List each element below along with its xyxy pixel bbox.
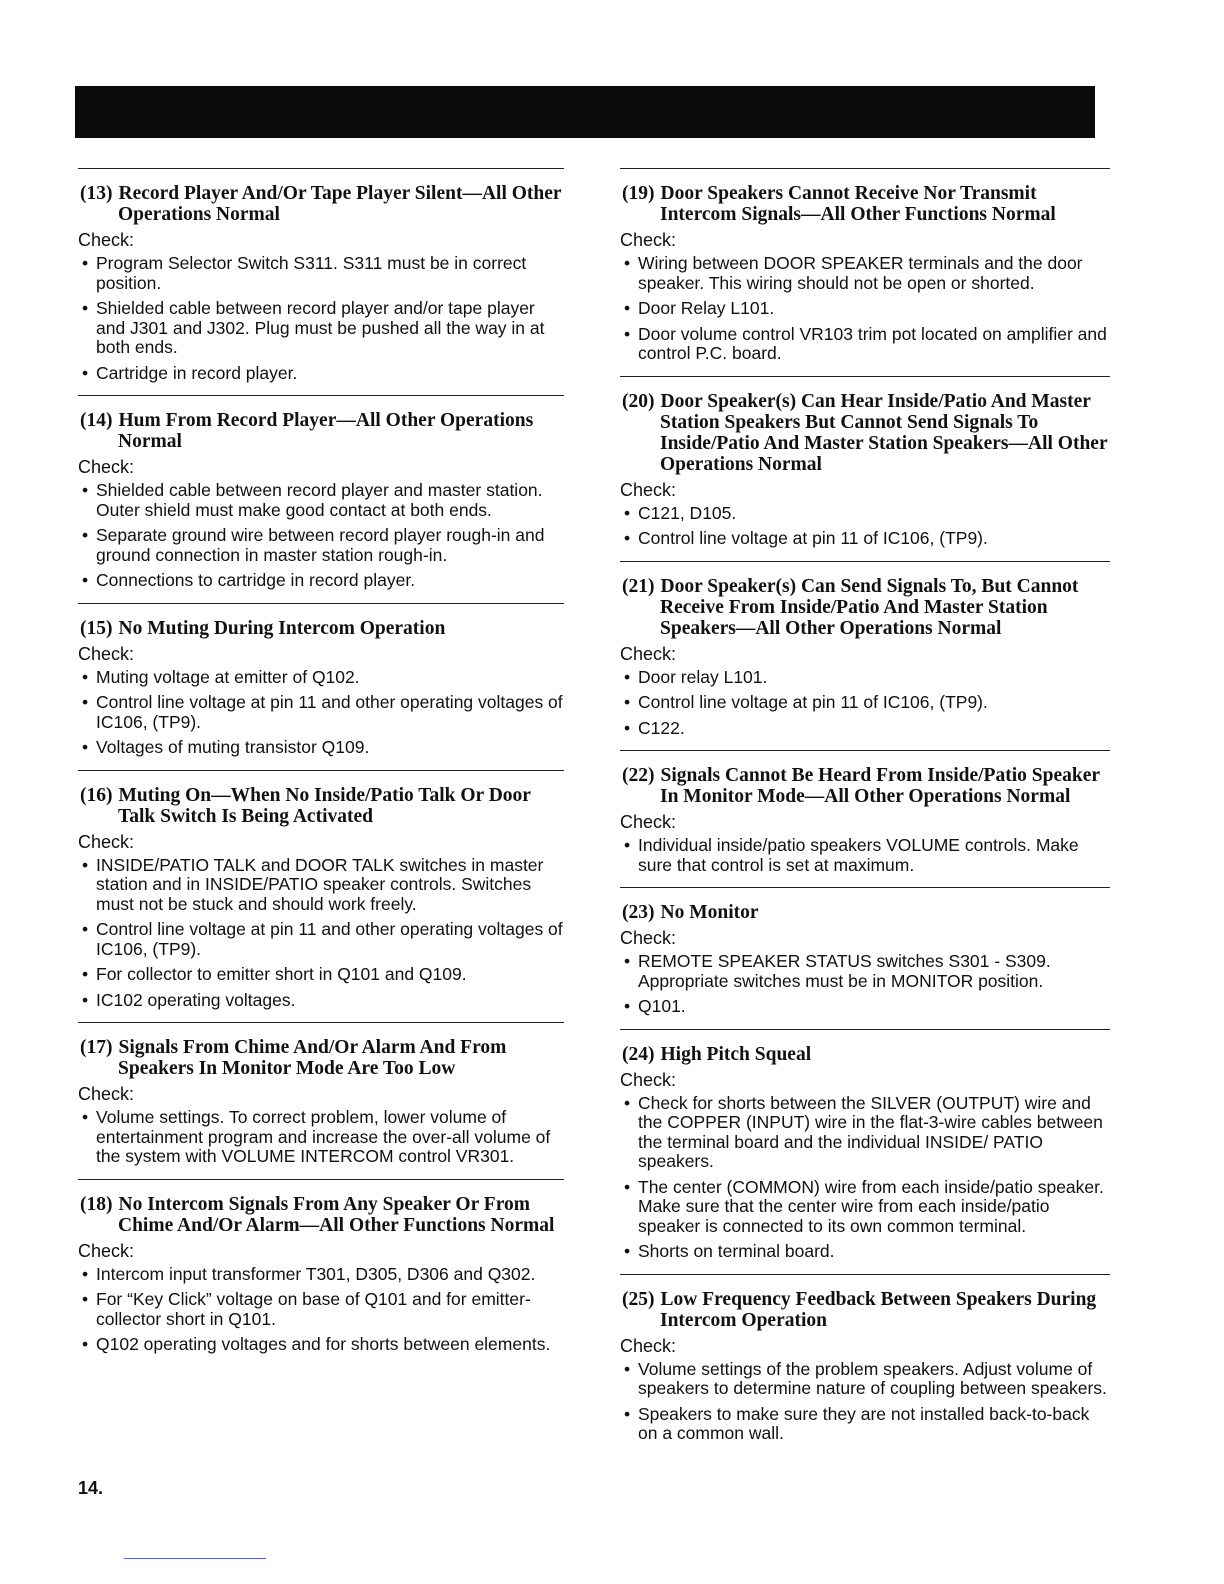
section-title bbox=[78, 1037, 564, 1079]
section-title-text: Record Player And/Or Tape Player Silent—All Other Operations Normal bbox=[118, 183, 562, 225]
check-label: Check: bbox=[620, 230, 677, 250]
section-title bbox=[620, 183, 1110, 225]
list-item-text: Check for shorts between the SILVER (OUTPUT) wire and the COPPER (INPUT) wire in the flat-3-wire cables between the terminal board and the individual INSIDE/ PATIO speakers. bbox=[638, 1092, 1103, 1171]
section-title-text: Door Speakers Cannot Receive Nor Transmit Intercom Signals—All Other Functions Normal bbox=[660, 183, 1056, 225]
check-label: Check: bbox=[78, 1084, 135, 1104]
list-item-text: Connections to cartridge in record player. bbox=[96, 570, 416, 590]
list-item bbox=[620, 254, 1110, 293]
list-item-text: INSIDE/PATIO TALK and DOOR TALK switches in master station and in INSIDE/PATIO speaker controls. Switches must not be stuck and should work freely. bbox=[96, 854, 544, 914]
list-item-text: For collector to emitter short in Q101 and Q109. bbox=[96, 964, 467, 984]
list-item bbox=[78, 1335, 564, 1355]
section-number: (16) bbox=[80, 784, 113, 806]
list-item bbox=[620, 1094, 1110, 1172]
list-item-text: Separate ground wire between record player rough-in and ground connection in master station rough-in. bbox=[96, 525, 545, 565]
list-item-text: Control line voltage at pin 11 of IC106, (TP9). bbox=[638, 528, 988, 548]
list-item-text: For “Key Click” voltage on base of Q101 and for emitter-collector short in Q101. bbox=[96, 1289, 531, 1329]
section-title bbox=[620, 391, 1110, 475]
section-number: (18) bbox=[80, 1193, 113, 1215]
section-number: (15) bbox=[80, 617, 113, 639]
bullet-icon: • bbox=[82, 919, 89, 939]
list-item bbox=[78, 254, 564, 293]
list-item-text: Shorts on terminal board. bbox=[638, 1241, 835, 1261]
list-item bbox=[620, 299, 1110, 319]
check-label: Check: bbox=[78, 1240, 135, 1261]
bullet-icon: • bbox=[82, 692, 89, 712]
bullet-icon: • bbox=[624, 951, 631, 971]
section-number: (25) bbox=[622, 1288, 655, 1310]
bullet-icon: • bbox=[624, 692, 631, 712]
bullet-icon: • bbox=[82, 480, 89, 500]
list-item bbox=[620, 693, 1110, 713]
list-item-text: Speakers to make sure they are not installed back-to-back on a common wall. bbox=[638, 1403, 1090, 1443]
bullet-icon: • bbox=[624, 502, 631, 523]
section-title-text: Signals From Chime And/Or Alarm And From Speakers In Monitor Mode Are Too Low bbox=[118, 1037, 507, 1079]
section-title bbox=[620, 1044, 1110, 1065]
section-title-text: Hum From Record Player—All Other Operations Normal bbox=[118, 410, 534, 452]
list-item bbox=[620, 1405, 1110, 1444]
check-list bbox=[620, 254, 1110, 364]
bullet-icon: • bbox=[624, 528, 631, 548]
bullet-icon: • bbox=[82, 570, 89, 590]
bottom-divider bbox=[124, 1558, 266, 1559]
section-title bbox=[78, 183, 564, 225]
check-list bbox=[78, 668, 564, 758]
check-label: Check: bbox=[78, 457, 135, 477]
list-item bbox=[620, 1178, 1110, 1237]
bullet-icon: • bbox=[624, 1403, 631, 1424]
list-item bbox=[78, 571, 564, 591]
section-title-text: Muting On—When No Inside/Patio Talk Or Door Talk Switch Is Being Activated bbox=[118, 784, 531, 827]
list-item bbox=[78, 738, 564, 758]
list-item-text: Muting voltage at emitter of Q102. bbox=[96, 666, 360, 687]
section-title-text: High Pitch Squeal bbox=[660, 1043, 812, 1065]
list-item-text: Door volume control VR103 trim pot located on amplifier and control P.C. board. bbox=[638, 323, 1107, 363]
list-item-text: Volume settings. To correct problem, lower volume of entertainment program and increase the over-all volume of the system with VOLUME INTERCOM control VR301. bbox=[96, 1107, 551, 1166]
troubleshoot-section bbox=[620, 376, 1110, 549]
check-list bbox=[620, 952, 1110, 1017]
list-item bbox=[620, 529, 1110, 549]
check-list bbox=[620, 668, 1110, 739]
section-number: (22) bbox=[622, 765, 655, 786]
list-item bbox=[78, 364, 564, 384]
check-label: Check: bbox=[620, 812, 677, 832]
bullet-icon: • bbox=[624, 1092, 631, 1113]
bullet-icon: • bbox=[82, 737, 89, 757]
troubleshoot-section bbox=[620, 1029, 1110, 1262]
page-number: 14. bbox=[78, 1478, 104, 1498]
list-item bbox=[620, 719, 1110, 739]
section-title bbox=[78, 1194, 564, 1236]
section-title-text: Door Speaker(s) Can Hear Inside/Patio And Master Station Speakers But Cannot Send Signals To Inside/Patio And Master Station Speakers—All Other Operations Normal bbox=[660, 390, 1108, 475]
troubleshoot-section bbox=[78, 1022, 564, 1167]
list-item-text: Control line voltage at pin 11 of IC106, (TP9). bbox=[638, 692, 988, 712]
list-item bbox=[78, 920, 564, 959]
list-item bbox=[620, 836, 1110, 875]
list-item-text: Q101. bbox=[638, 996, 686, 1016]
section-title-text: Door Speaker(s) Can Send Signals To, But Cannot Receive From Inside/Patio And Master Station Speakers—All Other Operations Normal bbox=[660, 575, 1079, 639]
list-item bbox=[78, 991, 564, 1011]
check-list bbox=[78, 1108, 564, 1167]
check-list bbox=[620, 1360, 1110, 1444]
list-item-text: Individual inside/patio speakers VOLUME controls. Make sure that control is set at maximum. bbox=[638, 835, 1079, 875]
section-number: (24) bbox=[622, 1043, 655, 1065]
section-title-text: No Monitor bbox=[660, 902, 759, 923]
list-item bbox=[78, 299, 564, 358]
section-title bbox=[620, 765, 1110, 807]
troubleshoot-section bbox=[620, 1274, 1110, 1444]
bullet-icon: • bbox=[82, 964, 89, 984]
bullet-icon: • bbox=[82, 253, 89, 273]
list-item-text: Door relay L101. bbox=[638, 666, 768, 687]
check-label: Check: bbox=[620, 479, 677, 500]
list-item bbox=[78, 526, 564, 565]
troubleshoot-section bbox=[620, 750, 1110, 875]
section-title-text: Signals Cannot Be Heard From Inside/Patio Speaker In Monitor Mode—All Other Operations Normal bbox=[660, 765, 1100, 807]
section-number: (13) bbox=[80, 183, 113, 204]
troubleshoot-section bbox=[78, 770, 564, 1011]
section-number: (19) bbox=[622, 183, 655, 204]
list-item-text: Control line voltage at pin 11 and other operating voltages of IC106, (TP9). bbox=[96, 919, 563, 959]
list-item bbox=[620, 325, 1110, 364]
list-item-text: Cartridge in record player. bbox=[96, 362, 298, 383]
bullet-icon: • bbox=[82, 854, 89, 875]
list-item bbox=[78, 481, 564, 520]
list-item bbox=[620, 997, 1110, 1017]
left-column bbox=[78, 168, 564, 1367]
troubleshoot-section bbox=[620, 887, 1110, 1017]
bullet-icon: • bbox=[624, 323, 631, 344]
list-item-text: IC102 operating voltages. bbox=[96, 989, 296, 1010]
list-item-text: Shielded cable between record player and/or tape player and J301 and J302. Plug must be pushed all the way in at both ends. bbox=[96, 298, 545, 357]
section-title-text: No Intercom Signals From Any Speaker Or From Chime And/Or Alarm—All Other Functions Normal bbox=[118, 1193, 555, 1236]
section-title-text: No Muting During Intercom Operation bbox=[118, 617, 446, 639]
list-item bbox=[620, 1360, 1110, 1399]
list-item-text: Intercom input transformer T301, D305, D306 and Q302. bbox=[96, 1263, 536, 1284]
bullet-icon: • bbox=[82, 1289, 89, 1309]
troubleshoot-section bbox=[78, 168, 564, 383]
bullet-icon: • bbox=[624, 835, 631, 855]
troubleshoot-section bbox=[620, 168, 1110, 364]
list-item-text: Voltages of muting transistor Q109. bbox=[96, 737, 370, 757]
check-label: Check: bbox=[78, 831, 135, 852]
list-item-text: C122. bbox=[638, 717, 685, 738]
list-item-text: Control line voltage at pin 11 and other operating voltages of IC106, (TP9). bbox=[96, 692, 563, 732]
list-item-text: Shielded cable between record player and master station. Outer shield must make good contact at both ends. bbox=[96, 480, 543, 520]
bullet-icon: • bbox=[624, 666, 631, 687]
section-title bbox=[78, 410, 564, 452]
section-title bbox=[78, 618, 564, 639]
bullet-icon: • bbox=[82, 525, 89, 545]
list-item-text: C121, D105. bbox=[638, 502, 737, 523]
list-item-text: Program Selector Switch S311. S311 must be in correct position. bbox=[96, 253, 527, 293]
bullet-icon: • bbox=[624, 298, 631, 318]
troubleshoot-section bbox=[620, 561, 1110, 739]
bullet-icon: • bbox=[82, 1107, 89, 1127]
section-number: (17) bbox=[80, 1037, 113, 1058]
check-list bbox=[78, 481, 564, 591]
troubleshoot-section bbox=[78, 1179, 564, 1355]
list-item-text: REMOTE SPEAKER STATUS switches S301 - S309. Appropriate switches must be in MONITOR position. bbox=[638, 951, 1051, 991]
list-item bbox=[78, 693, 564, 732]
list-item-text: The center (COMMON) wire from each inside/patio speaker. Make sure that the center wire from each inside/patio speaker is connected to its own common terminal. bbox=[638, 1176, 1104, 1236]
bullet-icon: • bbox=[82, 298, 89, 318]
list-item-text: Volume settings of the problem speakers. Adjust volume of speakers to determine nature of coupling between speakers. bbox=[638, 1358, 1107, 1398]
section-number: (21) bbox=[622, 575, 655, 597]
check-list bbox=[78, 856, 564, 1011]
list-item bbox=[78, 856, 564, 915]
check-label: Check: bbox=[620, 928, 677, 948]
list-item bbox=[78, 1108, 564, 1167]
check-label: Check: bbox=[78, 643, 135, 664]
check-list bbox=[78, 1265, 564, 1355]
list-item bbox=[620, 952, 1110, 991]
bullet-icon: • bbox=[82, 362, 89, 383]
troubleshoot-section bbox=[78, 395, 564, 591]
section-title bbox=[78, 785, 564, 827]
list-item bbox=[620, 1242, 1110, 1262]
list-item-text: Q102 operating voltages and for shorts between elements. bbox=[96, 1334, 551, 1354]
bullet-icon: • bbox=[624, 1241, 631, 1261]
bullet-icon: • bbox=[82, 1334, 89, 1354]
check-list bbox=[620, 836, 1110, 875]
check-list bbox=[620, 504, 1110, 549]
check-list bbox=[620, 1094, 1110, 1262]
bullet-icon: • bbox=[624, 1358, 631, 1379]
list-item-text: Door Relay L101. bbox=[638, 298, 775, 318]
list-item bbox=[78, 965, 564, 985]
list-item-text: Wiring between DOOR SPEAKER terminals and the door speaker. This wiring should not be open or shorted. bbox=[638, 253, 1083, 293]
section-title-text: Low Frequency Feedback Between Speakers During Intercom Operation bbox=[660, 1288, 1097, 1331]
right-column bbox=[620, 168, 1110, 1456]
header-bar bbox=[75, 86, 1095, 138]
troubleshoot-section bbox=[78, 603, 564, 758]
list-item bbox=[78, 668, 564, 688]
list-item bbox=[620, 504, 1110, 524]
section-number: (23) bbox=[622, 902, 655, 923]
bullet-icon: • bbox=[82, 989, 89, 1010]
list-item bbox=[78, 1290, 564, 1329]
section-number: (14) bbox=[80, 410, 113, 431]
bullet-icon: • bbox=[82, 1263, 89, 1284]
check-label: Check: bbox=[620, 643, 677, 664]
list-item bbox=[78, 1265, 564, 1285]
bullet-icon: • bbox=[624, 996, 631, 1016]
bullet-icon: • bbox=[624, 1176, 631, 1197]
check-label: Check: bbox=[620, 1335, 677, 1356]
section-title bbox=[620, 902, 1110, 923]
check-label: Check: bbox=[620, 1069, 677, 1090]
section-title bbox=[620, 1289, 1110, 1331]
bullet-icon: • bbox=[82, 666, 89, 687]
check-label: Check: bbox=[78, 230, 135, 250]
bullet-icon: • bbox=[624, 253, 631, 273]
section-title bbox=[620, 576, 1110, 639]
section-number: (20) bbox=[622, 390, 655, 412]
check-list bbox=[78, 254, 564, 383]
list-item bbox=[620, 668, 1110, 688]
bullet-icon: • bbox=[624, 717, 631, 738]
